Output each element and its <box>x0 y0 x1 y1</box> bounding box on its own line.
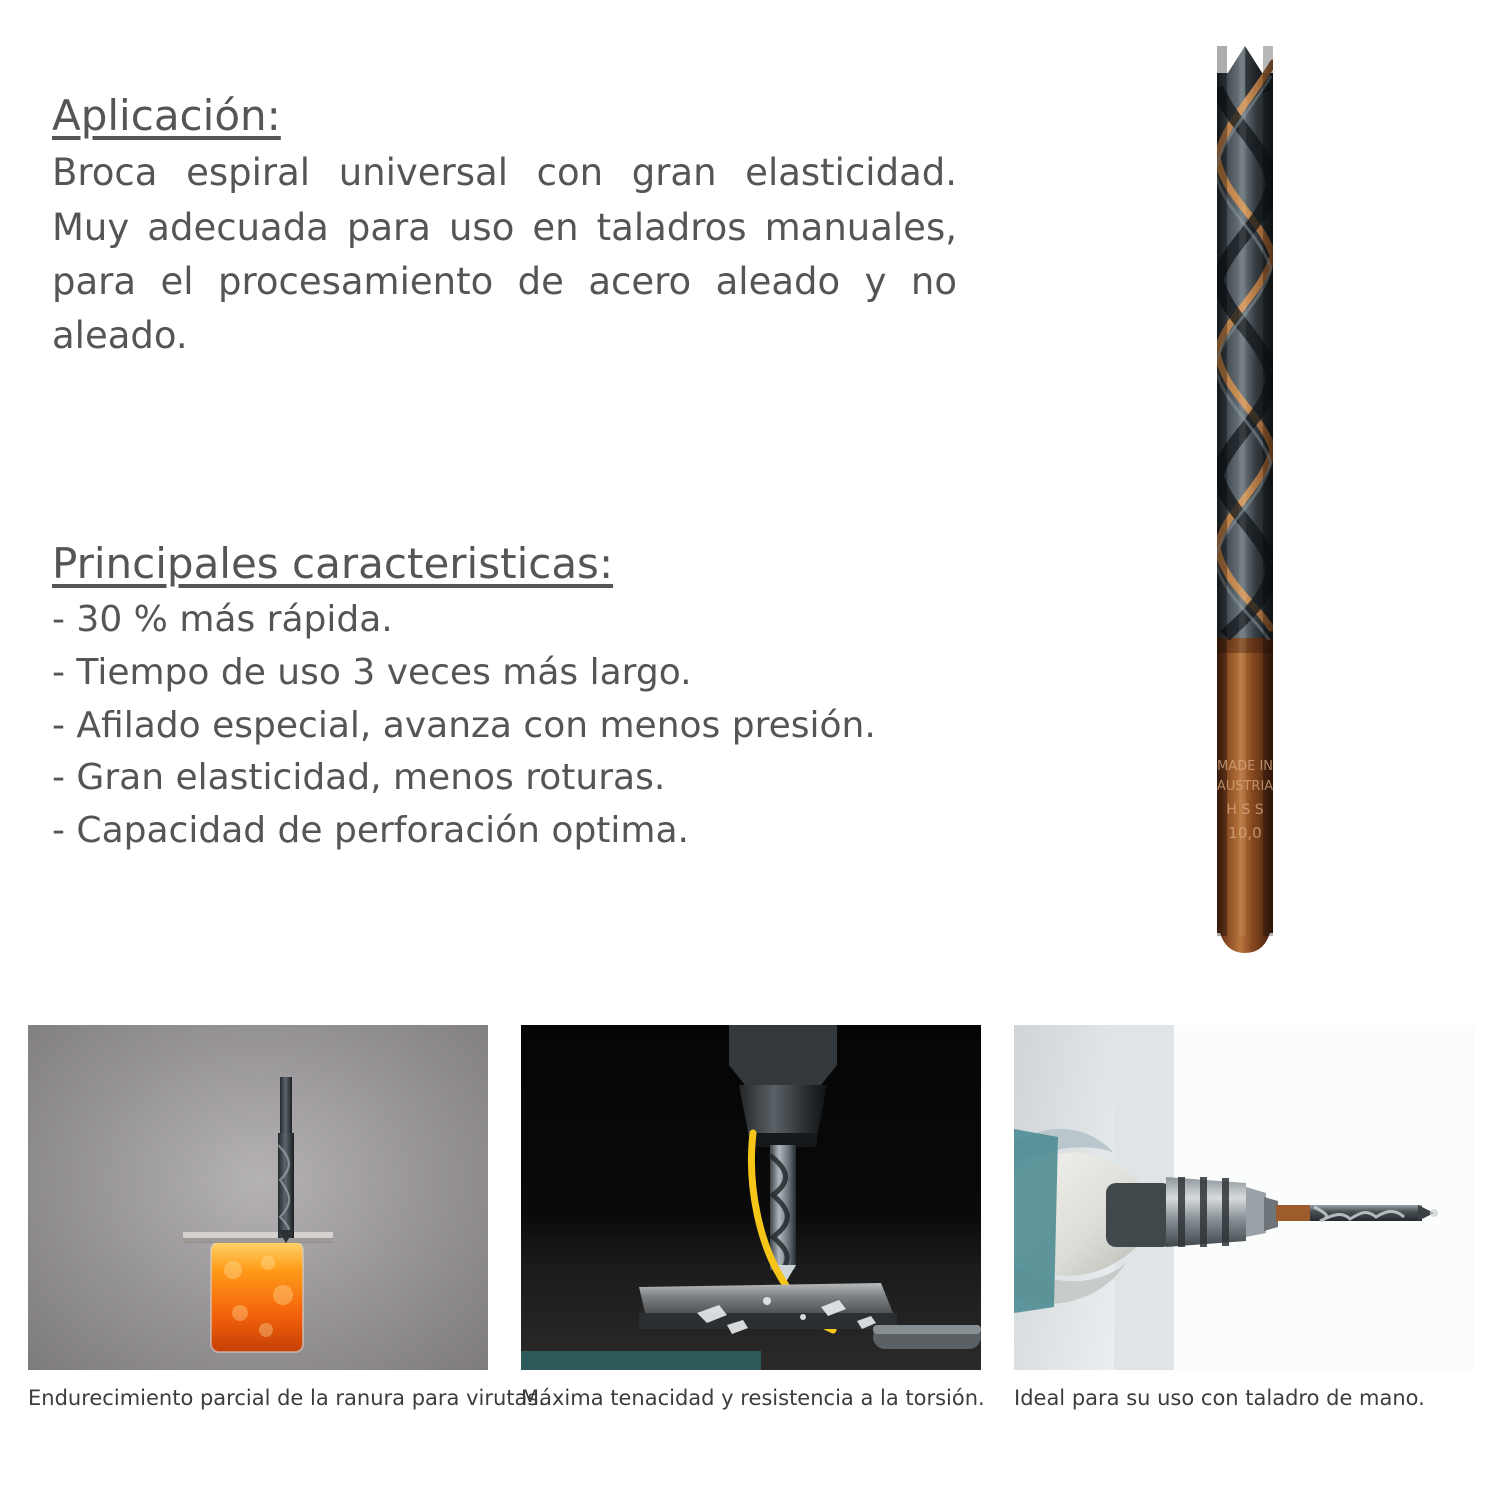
gallery-item-3 <box>1014 1025 1474 1411</box>
engraving-line-1: MADE IN <box>1216 759 1274 774</box>
application-paragraph: Broca espiral universal con gran elasticidad. Muy adecuada para uso en taladros manuales, para el procesamiento de acero aleado y no aleado. <box>52 151 957 358</box>
photo-machining-toughness <box>521 1025 981 1370</box>
photo-3-artwork <box>1014 1025 1474 1370</box>
drill-bit-photo <box>1185 28 1305 958</box>
list-item: - 30 % más rápida. <box>52 599 393 641</box>
engraving-line-2: AUSTRIA <box>1216 779 1274 794</box>
list-item: - Afilado especial, avanza con menos presión. <box>52 704 876 746</box>
text-column <box>52 92 972 857</box>
list-item: - Tiempo de uso 3 veces más largo. <box>52 652 692 694</box>
gallery-caption: Ideal para su uso con taladro de mano. <box>1014 1386 1425 1410</box>
gallery-caption: Endurecimiento parcial de la ranura para virutas. <box>28 1386 546 1410</box>
features-block <box>52 540 972 857</box>
photo-1-artwork <box>28 1025 488 1370</box>
list-item: - Gran elasticidad, menos roturas. <box>52 757 666 799</box>
gallery-item-2 <box>521 1025 985 1411</box>
engraving-line-4: 10,0 <box>1228 824 1262 842</box>
engraving-line-3: H S S <box>1226 802 1264 818</box>
features-heading: Principales caracteristicas: <box>52 539 614 589</box>
features-list <box>52 594 972 857</box>
photo-gallery <box>28 1025 1472 1411</box>
list-item: - Capacidad de perforación optima. <box>52 809 689 851</box>
application-heading: Aplicación: <box>52 91 281 140</box>
photo-hand-drill <box>1014 1025 1474 1370</box>
photo-2-artwork <box>521 1025 981 1370</box>
gallery-caption: Máxima tenacidad y resistencia a la torsión. <box>521 1386 985 1410</box>
photo-hardened-flute <box>28 1025 488 1370</box>
drill-bit-illustration <box>1185 28 1305 958</box>
gallery-item-1 <box>28 1025 546 1411</box>
